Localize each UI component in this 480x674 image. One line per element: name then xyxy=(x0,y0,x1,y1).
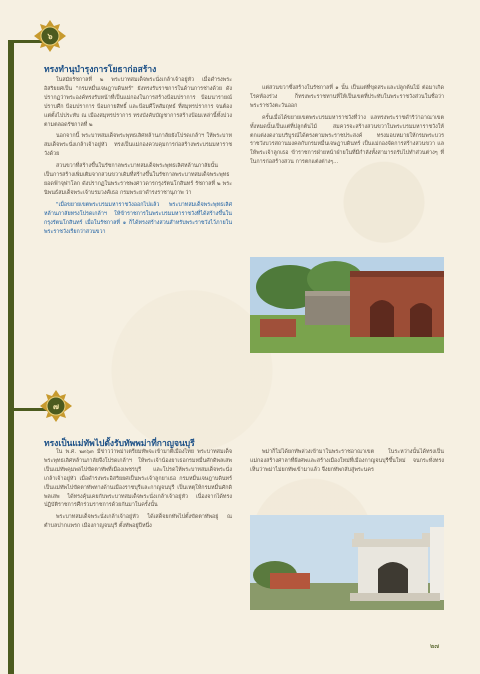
paragraph: ในสมัยรัชกาลที่ ๒ พระบาทสมเด็จพระนั่งเกล้าเจ้าอยู่หัว เมื่อดำรงพระอิสริยยศเป็น "กรมหมื่นเจษฎาบดินทร์" ยังทรงรับราชการในด้านการช่างด้วย ดังปรากฏว่าพระองค์ทรงรับหน้าที่เป็นแม่กองในการสร้างป้อมปราการ ป้อมนารายณ์ปราบศึก ป้อมปราการ ป้อมกายสิทธิ์ และป้อมศีโหสัมฤทธ์ ที่สมุทรปราการ จนต้องแต่ตั้งไปประทับ ณ เมืองสมุทรปราการ ทรงบังคับบัญชาการสร้างป้อมเหล่านี้ทั้งปวงตามตลอดรัชกาลที่ ๒ xyxy=(44,77,232,128)
section-1-column-left xyxy=(44,76,232,239)
section-1-badge xyxy=(34,20,66,52)
quote-paragraph: "เมื่อขยายเขตพระบรมมหาราชวังออกไปแล้ว พระบาทสมเด็จพระพุทธเลิศหล้านภาลัยทรงโปรดเกล้าฯ ให้ข้าราชการในพระบรมมหาราชวังที่ได้สร้างขึ้นในกรุงรัตนโกสินทร์ เมื่อในรัชกาลที่ ๑ ก็ได้ทรงสร้างสวนสำหรับพระราชวังไว้ภายในพระราชวังเรียกว่าสวนขวา xyxy=(44,201,232,235)
paragraph: ใน พ.ศ. ๒๓๖๓ มีข่าวว่าพม่าเตรียมทัพจะเข้ามาตีเมืองไทย พระบาทสมเด็จพระพุทธเลิศหล้านภาลัยจึงโปรดเกล้าฯ ให้พระเจ้าน้องยาเธอกรมหมื่นศักดิพลเสพเป็นแม่ทัพคุมพลไปขัดตาทัพที่เมืองเพชรบุรี และโปรดให้พระบาทสมเด็จพระนั่งเกล้าเจ้าอยู่หัว เมื่อดำรงพระอิสริยยศเป็นพระเจ้าลูกยาเธอ กรมหมื่นเจษฎาบดินทร์ เป็นแม่ทัพไปขัดตาทัพทางด้านเมืองราชบุรีและกาญจนบุรี เป็นเหตุให้กรมหมื่นศักดิพลเสพ ได้ทรงคุ้นเคยกับพระบาทสมเด็จพระนั่งเกล้าเจ้าอยู่หัว เนื่องจากได้ทรงปฏิบัติราชการศึกร่วมราชการด้วยกันมาในครั้งนั้น xyxy=(44,449,232,509)
page-number: ๒๗ xyxy=(430,642,440,650)
paragraph: สวนขวาที่สร้างขึ้นในรัชกาลพระบาทสมเด็จพระพุทธเลิศหล้านภาลัยนั้น เป็นการสร้างเพิ่มเติมจากสวนขวาเดิมที่สร้างขึ้นในรัชกาลพระบาทสมเด็จพระพุทธยอดฟ้าจุฬาโลก ดังปรากฏในพระราชพงศาวดารกรุงรัตนโกสินทร์ รัชกาลที่ ๒ พระนิพนธ์สมเด็จพระเจ้าบรมวงศ์เธอ กรมพระยาดำรงราชานุภาพ ว่า xyxy=(44,163,232,196)
paragraph: ครั้นเมื่อได้ขยายเขตพระบรมมหาราชวังที่ว่าง แลทรงพระราชดำริว่าอาณาเขตทั้งหมดนั้นเป็นแต่ที่ปลูกต้นไม้ สมควรจะสร้างสวนขวาในพระบรมมหาราชวังให้ตกแต่งงดงามบริบูรณ์ได้ตรงตามพระราชประสงค์ ทรงมอบหมายให้กรมพระบวรราชวังบวรสถานมงคลกับกรมหมื่นเจษฎาบดินทร์ เป็นแม่กองจัดการสร้างสวนขวา แลให้พระเจ้าลูกเธอ ข้าราชการฝ่ายหน้าฝ่ายในที่มีกำลังทั้งสามารถรับไปทำส่วนต่างๆ ที่ในการก่อสร้างสวน การตกแต่งต่างๆ... xyxy=(250,114,444,166)
section-1-heading: ทรงทำนุบำรุงการโยธาก่อสร้าง xyxy=(44,65,157,75)
paragraph: พม่าก็ไม่ได้ยกทัพล่วงเข้ามาในพระราชอาณาเขต ในระหว่างนั้นได้ทรงเป็นแม่กองสร้างศาลาที่ฝังศพและสร้างเมืองใหม่ที่เมืองกาญจนบุรีขึ้นใหม่ จนกระทั่งทรงเห็นว่าพม่าไม่ยกทัพเข้ามาแล้ว จึงยกทัพกลับสู่พระนคร xyxy=(250,449,444,473)
gate-photo xyxy=(250,515,444,610)
section-1-number: ๖ xyxy=(47,31,53,41)
section-2-heading: ทรงเป็นแม่ทัพไปตั้งรับทัพพม่าที่กาญจนบุรี xyxy=(44,439,195,449)
section-2-number: ๗ xyxy=(52,401,59,411)
section-2-column-left xyxy=(44,448,232,534)
paragraph: แต่สวนขวาซึ่งสร้างในรัชกาลที่ ๑ นั้น เป็นแต่ที่ขุดสระและปลูกต้นไม้ ต่อมาเกิดโรคท้องร่วง ก็ทรงพระราชทานที่ให้เป็นเขตที่ประทับในพระราชวังส่วนในชื่อว่าพระราชวังตะวันออก xyxy=(250,85,444,109)
section-1-column-right xyxy=(250,84,444,170)
section-2-badge xyxy=(40,390,72,422)
paragraph: พระบาทสมเด็จพระนั่งเกล้าเจ้าอยู่หัว ได้เสด็จยกทัพไปตั้งขัดตาทัพอยู่ ณ ตำบลปากแพรก เมืองกาญจนบุรี ตั้งทัพอยู่ปีหนึ่ง xyxy=(44,514,232,530)
left-rule xyxy=(8,40,14,674)
section-2-column-right xyxy=(250,448,444,478)
paragraph: นอกจากนี้ พระบาทสมเด็จพระพุทธเลิศหล้านภาลัยยังโปรดเกล้าฯ ให้พระบาทสมเด็จพระนั่งเกล้าเจ้าอยู่หัว ทรงเป็นแม่กองควบคุมการก่อสร้างพระบรมมหาราชวังด้วย xyxy=(44,133,232,158)
fort-wall-photo xyxy=(250,257,444,353)
